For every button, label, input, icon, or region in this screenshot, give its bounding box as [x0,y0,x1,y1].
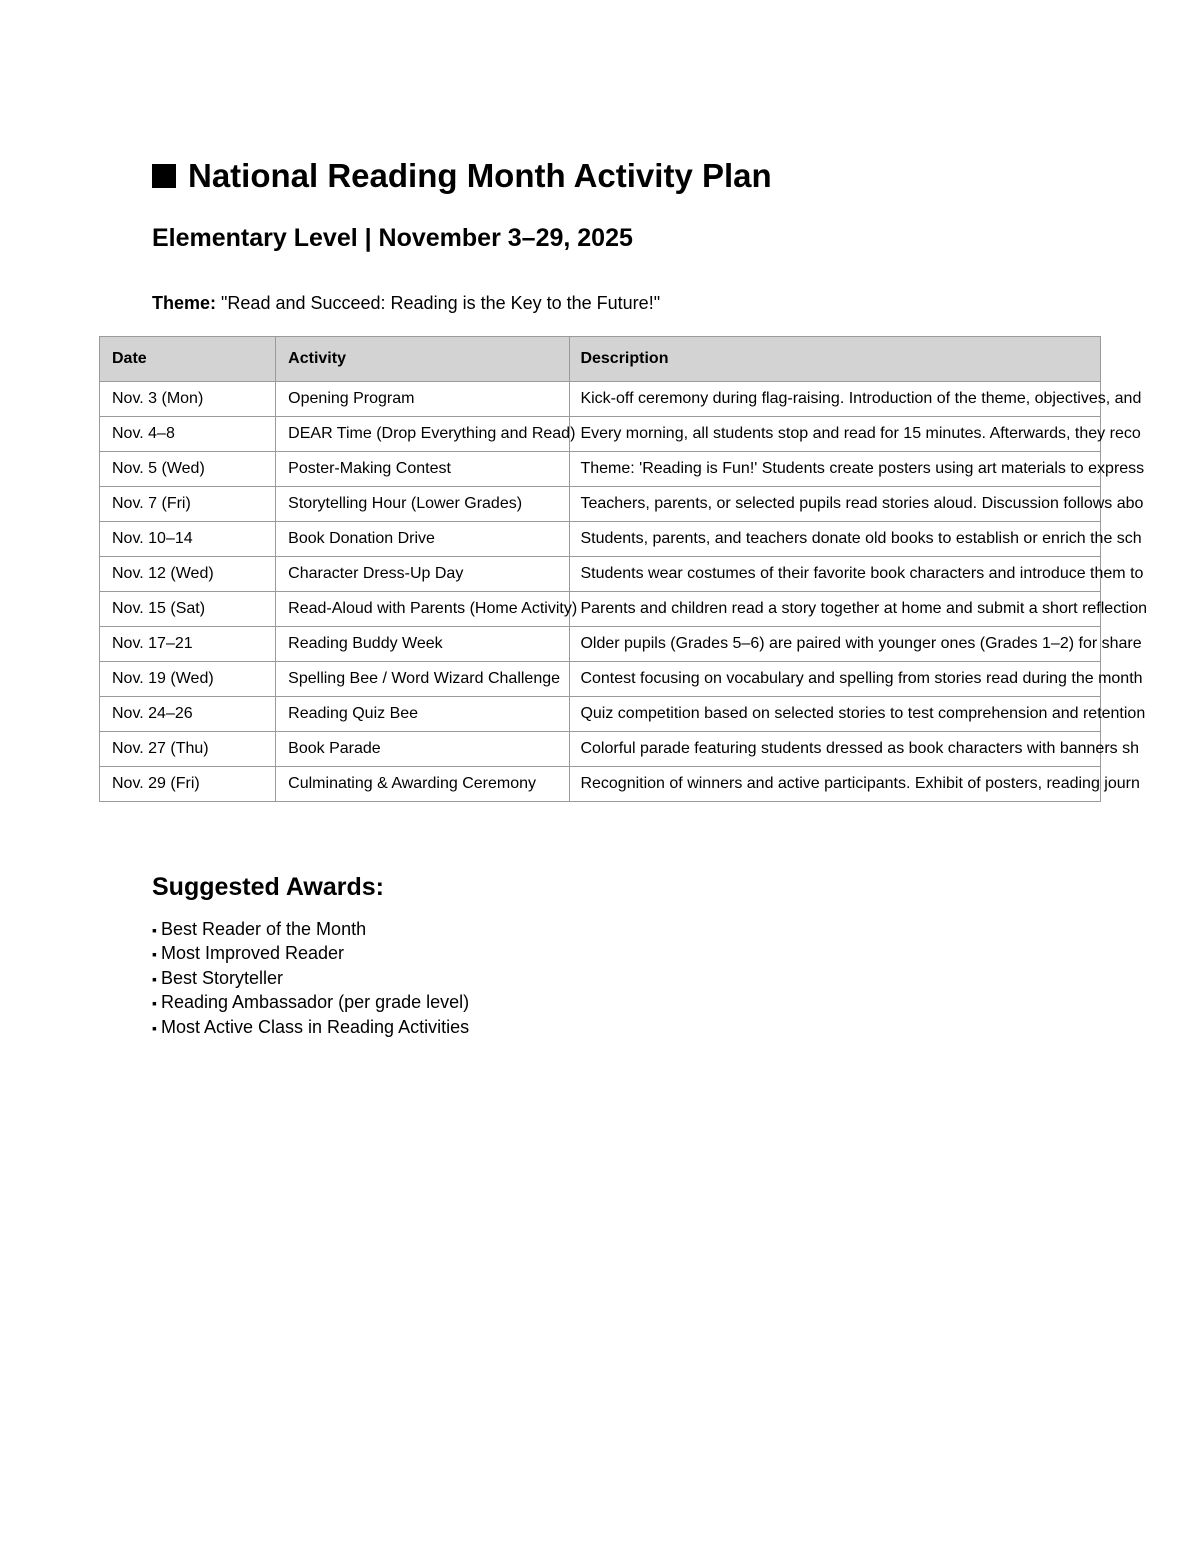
table-row [100,662,1101,697]
awards-heading: Suggested Awards: [152,873,384,901]
activity-cell: Poster-Making Contest [276,452,570,487]
description-cell: Older pupils (Grades 5–6) are paired with younger ones (Grades 1–2) for share [570,627,1101,662]
table-row [100,557,1101,592]
table-row [100,452,1101,487]
date-cell: Nov. 4–8 [100,417,276,452]
table-row [100,697,1101,732]
table-row [100,382,1101,417]
awards-list [152,918,469,1040]
table-header-row [100,337,1101,382]
date-cell: Nov. 7 (Fri) [100,487,276,522]
date-cell: Nov. 19 (Wed) [100,662,276,697]
list-item: ▪ Most Active Class in Reading Activities [152,1016,469,1040]
description-cell: Theme: 'Reading is Fun!' Students create posters using art materials to express [570,452,1101,487]
date-cell: Nov. 12 (Wed) [100,557,276,592]
activity-cell: Read-Aloud with Parents (Home Activity) [276,592,570,627]
date-cell: Nov. 3 (Mon) [100,382,276,417]
description-cell: Students wear costumes of their favorite book characters and introduce them to [570,557,1101,592]
theme-text: "Read and Succeed: Reading is the Key to the Future!" [221,293,661,313]
date-cell: Nov. 15 (Sat) [100,592,276,627]
activity-cell: DEAR Time (Drop Everything and Read) [276,417,570,452]
table-row [100,627,1101,662]
page-title [152,154,772,198]
date-cell: Nov. 5 (Wed) [100,452,276,487]
list-item: ▪ Best Storyteller [152,967,469,991]
table-row [100,592,1101,627]
description-cell: Colorful parade featuring students dressed as book characters with banners sh [570,732,1101,767]
page-subtitle: Elementary Level | November 3–29, 2025 [152,224,633,252]
black-square-icon [152,164,176,188]
description-cell: Kick-off ceremony during flag-raising. Introduction of the theme, objectives, and [570,382,1101,417]
activity-cell: Book Parade [276,732,570,767]
date-cell: Nov. 29 (Fri) [100,767,276,802]
column-header-description: Description [570,337,1101,382]
activity-table [99,336,1147,802]
list-item: ▪ Best Reader of the Month [152,918,469,942]
activity-cell: Storytelling Hour (Lower Grades) [276,487,570,522]
description-cell: Students, parents, and teachers donate old books to establish or enrich the sch [570,522,1101,557]
activity-cell: Reading Buddy Week [276,627,570,662]
table-row [100,487,1101,522]
table-row [100,732,1101,767]
description-cell: Parents and children read a story together at home and submit a short reflection [570,592,1101,627]
date-cell: Nov. 10–14 [100,522,276,557]
description-cell: Every morning, all students stop and read for 15 minutes. Afterwards, they reco [570,417,1101,452]
date-cell: Nov. 17–21 [100,627,276,662]
table-row [100,767,1101,802]
date-cell: Nov. 27 (Thu) [100,732,276,767]
column-header-activity: Activity [276,337,570,382]
activity-cell: Spelling Bee / Word Wizard Challenge [276,662,570,697]
activity-cell: Character Dress-Up Day [276,557,570,592]
list-item: ▪ Most Improved Reader [152,942,469,966]
theme-label: Theme: [152,293,217,313]
description-cell: Recognition of winners and active participants. Exhibit of posters, reading journ [570,767,1101,802]
description-cell: Contest focusing on vocabulary and spelling from stories read during the month [570,662,1101,697]
column-header-date: Date [100,337,276,382]
activity-cell: Culminating & Awarding Ceremony [276,767,570,802]
description-cell: Teachers, parents, or selected pupils read stories aloud. Discussion follows abo [570,487,1101,522]
table-row [100,417,1101,452]
theme-line [152,291,660,315]
activity-cell: Reading Quiz Bee [276,697,570,732]
activity-cell: Opening Program [276,382,570,417]
date-cell: Nov. 24–26 [100,697,276,732]
page-title-text: National Reading Month Activity Plan [188,157,772,194]
activity-table-container [99,336,1200,802]
table-row [100,522,1101,557]
activity-cell: Book Donation Drive [276,522,570,557]
list-item: ▪ Reading Ambassador (per grade level) [152,991,469,1015]
description-cell: Quiz competition based on selected stories to test comprehension and retention [570,697,1101,732]
